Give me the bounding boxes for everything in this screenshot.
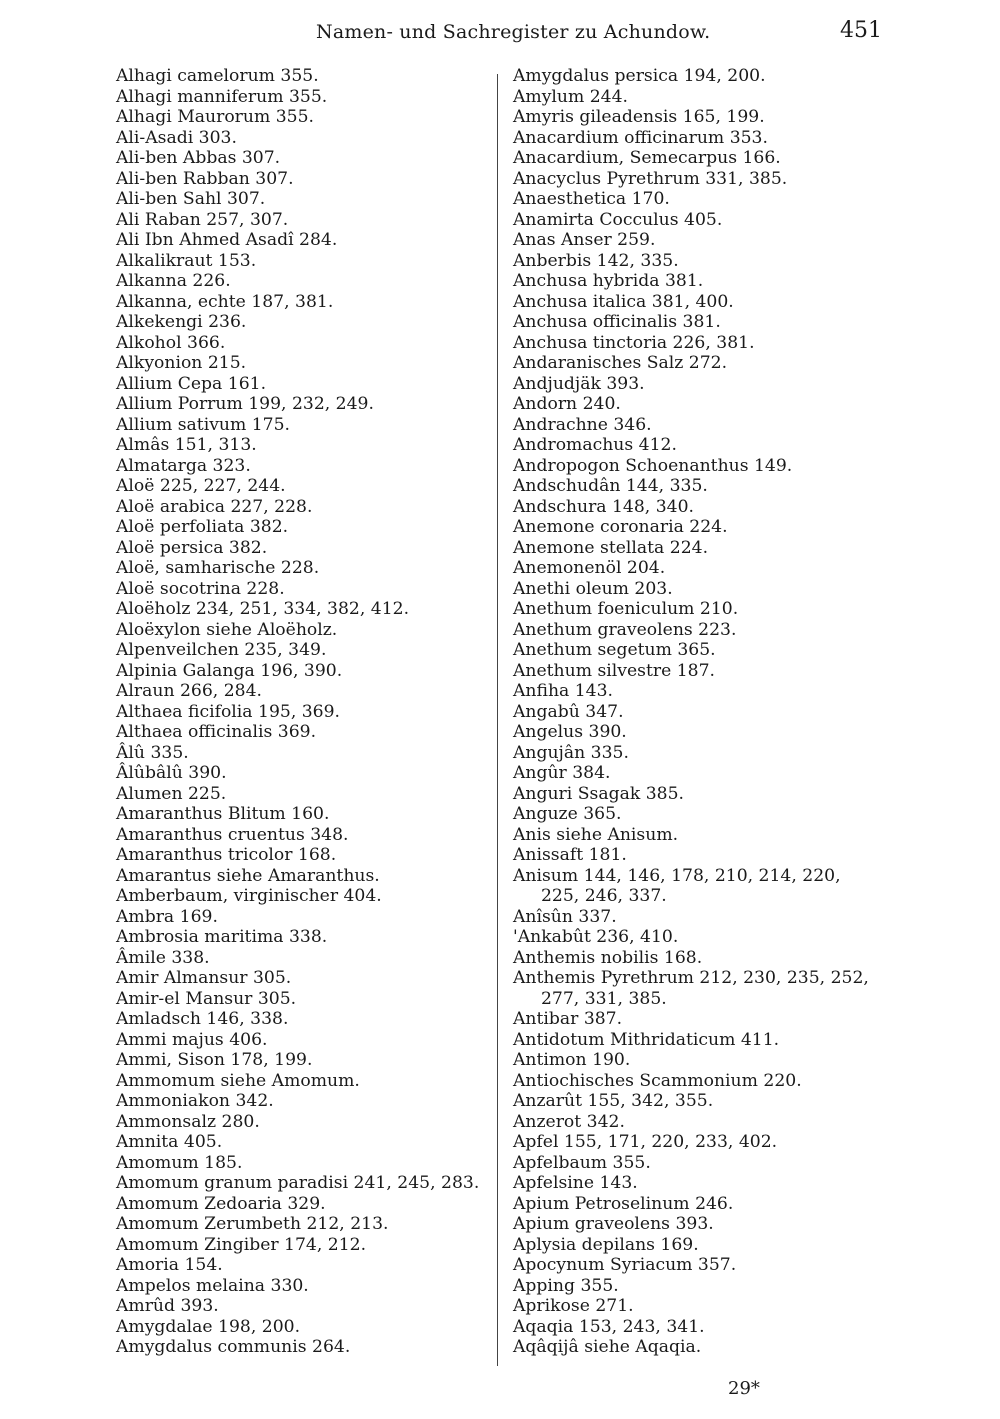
index-entry: Angabû 347. (513, 701, 624, 722)
index-entry: Anissaft 181. (513, 845, 627, 865)
index-entry: Alpenveilchen 235, 349. (116, 640, 327, 660)
index-entry: Apocynum Syriacum 357. (513, 1255, 737, 1275)
index-entry-line: Anisum 144, 146, 178, 210, 214, 220, (513, 865, 841, 886)
index-entry: Anguze 365. (513, 804, 622, 824)
index-entry: Althaea officinalis 369. (116, 722, 317, 742)
index-entry: Angujân 335. (513, 742, 629, 763)
index-entry: Anchusa tinctoria 226, 381. (513, 332, 755, 353)
running-header (116, 18, 882, 48)
index-entry: Amir Almansur 305. (116, 968, 292, 988)
index-entry: Âlûbâlû 390. (116, 763, 227, 783)
page-number: 451 (840, 18, 882, 43)
index-entry: Amaranthus tricolor 168. (116, 845, 337, 865)
index-entry: Apium Petroselinum 246. (513, 1193, 734, 1214)
index-entry: Amomum Zedoaria 329. (116, 1193, 326, 1214)
index-entry: Ali-ben Abbas 307. (116, 148, 281, 168)
index-entry (513, 866, 885, 907)
index-entry: Aplysia depilans 169. (513, 1234, 699, 1255)
index-entry: Anîsûn 337. (513, 906, 617, 927)
index-entry: 'Ankabût 236, 410. (513, 927, 679, 947)
signature-mark: 29* (728, 1378, 760, 1399)
index-entry: Aqaqia 153, 243, 341. (513, 1316, 705, 1337)
index-entry: Amladsch 146, 338. (116, 1009, 289, 1029)
index-entry: Alkyonion 215. (116, 353, 247, 373)
index-entry: Ali-ben Rabban 307. (116, 168, 294, 189)
index-entry: Apping 355. (513, 1275, 619, 1296)
index-entry: Aloë 225, 227, 244. (116, 476, 286, 496)
index-entry: Anethum foeniculum 210. (513, 599, 739, 619)
index-entry: Anthemis nobilis 168. (513, 947, 703, 968)
index-entry: Amnita 405. (116, 1132, 223, 1152)
index-entry: Andaranisches Salz 272. (513, 353, 728, 373)
index-entry: Anzarût 155, 342, 355. (513, 1091, 714, 1111)
index-entry: Aloë, samharische 228. (116, 558, 320, 578)
index-entry: Anamirta Cocculus 405. (513, 209, 723, 230)
index-column-right (513, 66, 885, 1358)
index-entry: Antidotum Mithridaticum 411. (513, 1029, 780, 1050)
index-entry: Andschura 148, 340. (513, 496, 694, 517)
index-entry: Andromachus 412. (513, 435, 677, 455)
index-entry: Amomum Zerumbeth 212, 213. (116, 1214, 389, 1234)
index-entry: Amyris gileadensis 165, 199. (513, 107, 765, 127)
index-entry: Anethum graveolens 223. (513, 619, 737, 640)
index-entry: Ambra 169. (116, 906, 218, 927)
index-entry: Andropogon Schoenanthus 149. (513, 455, 793, 476)
index-entry: Ammi majus 406. (116, 1029, 268, 1050)
index-entry: Anacyclus Pyrethrum 331, 385. (513, 168, 788, 189)
index-entry: Anguri Ssagak 385. (513, 783, 684, 804)
index-entry: Amomum granum paradisi 241, 245, 283. (116, 1173, 480, 1193)
index-entry: Anemone stellata 224. (513, 537, 709, 558)
index-entry: Amylum 244. (513, 86, 629, 107)
index-entry: Anberbis 142, 335. (513, 250, 679, 271)
index-entry: Angelus 390. (513, 722, 627, 742)
index-entry: Amaranthus cruentus 348. (116, 824, 349, 845)
index-entry: Almatarga 323. (116, 455, 251, 476)
index-entry-continuation: 225, 246, 337. (541, 886, 667, 906)
index-entry: Ammomum siehe Amomum. (116, 1070, 360, 1091)
index-entry: Apium graveolens 393. (513, 1214, 714, 1234)
index-entry-line: Anthemis Pyrethrum 212, 230, 235, 252, (513, 968, 869, 988)
index-entry: Andschudân 144, 335. (513, 476, 708, 496)
index-entry: Amberbaum, virginischer 404. (116, 886, 382, 906)
index-entry: Allium Cepa 161. (116, 373, 267, 394)
index-entry: Anemonenöl 204. (513, 558, 666, 578)
index-entry: Alkekengi 236. (116, 312, 247, 332)
index-entry: Ammi, Sison 178, 199. (116, 1050, 313, 1070)
index-entry: Âlû 335. (116, 742, 189, 763)
index-entry: Amygdalus persica 194, 200. (513, 66, 766, 86)
index-entry: Anchusa officinalis 381. (513, 312, 721, 332)
index-entry: Alraun 266, 284. (116, 681, 262, 701)
index-entry: Andjudjäk 393. (513, 373, 645, 394)
index-entry: Anis siehe Anisum. (513, 824, 679, 845)
index-entry: Antiochisches Scammonium 220. (513, 1070, 802, 1091)
index-entry: Allium sativum 175. (116, 414, 291, 435)
index-entry: Anaesthetica 170. (513, 189, 670, 209)
index-entry: Althaea ficifolia 195, 369. (116, 701, 341, 722)
index-entry: Ali-Asadi 303. (116, 127, 237, 148)
index-entry: Antimon 190. (513, 1050, 631, 1070)
index-entry: Amygdalae 198, 200. (116, 1316, 301, 1337)
index-entry: Aqâqijâ siehe Aqaqia. (513, 1337, 702, 1357)
index-entry: Amomum Zingiber 174, 212. (116, 1234, 367, 1255)
index-entry: Alumen 225. (116, 783, 227, 804)
index-entry: Amygdalus communis 264. (116, 1337, 351, 1357)
index-entry: Apfelbaum 355. (513, 1152, 651, 1173)
index-entry: Aloë perfoliata 382. (116, 517, 289, 537)
index-entry: Alhagi Maurorum 355. (116, 107, 314, 127)
index-entry: Anfiha 143. (513, 681, 613, 701)
index-entry: Alkalikraut 153. (116, 250, 257, 271)
index-entry: Aloë persica 382. (116, 537, 268, 558)
index-entry: Ali Ibn Ahmed Asadî 284. (116, 230, 338, 250)
index-entry: Apfel 155, 171, 220, 233, 402. (513, 1132, 778, 1152)
index-entry: Ali-ben Sahl 307. (116, 189, 266, 209)
index-entry: Ammonsalz 280. (116, 1111, 260, 1132)
index-entry: Aloëholz 234, 251, 334, 382, 412. (116, 599, 410, 619)
index-entry: Angûr 384. (513, 763, 611, 783)
index-entry: Apfelsine 143. (513, 1173, 638, 1193)
index-entry: Amomum 185. (116, 1152, 243, 1173)
column-divider (497, 74, 498, 1366)
index-entry: Alpinia Galanga 196, 390. (116, 660, 343, 681)
index-entry: Anas Anser 259. (513, 230, 656, 250)
index-entry: Andorn 240. (513, 394, 621, 414)
index-entry (513, 968, 885, 1009)
index-entry: Alkanna 226. (116, 271, 231, 291)
index-entry: Anchusa italica 381, 400. (513, 291, 734, 312)
index-entry: Alhagi camelorum 355. (116, 66, 319, 86)
index-entry: Anacardium officinarum 353. (513, 127, 768, 148)
index-entry: Ammoniakon 342. (116, 1091, 274, 1111)
index-entry: Anacardium, Semecarpus 166. (513, 148, 781, 168)
index-entry: Âmile 338. (116, 947, 210, 968)
index-column-left (116, 66, 488, 1358)
index-entry: Alhagi manniferum 355. (116, 86, 328, 107)
running-title: Namen- und Sachregister zu Achundow. (316, 21, 711, 43)
index-entry: Aprikose 271. (513, 1296, 634, 1316)
index-entry: Aloë arabica 227, 228. (116, 496, 313, 517)
index-entry: Alkohol 366. (116, 332, 226, 353)
index-entry-continuation: 277, 331, 385. (541, 988, 667, 1009)
index-entry: Ambrosia maritima 338. (116, 927, 328, 947)
index-entry: Ali Raban 257, 307. (116, 209, 289, 230)
index-entry: Andrachne 346. (513, 414, 652, 435)
index-entry: Aloë socotrina 228. (116, 578, 285, 599)
index-entry: Anethum segetum 365. (513, 640, 716, 660)
index-entry: Anethum silvestre 187. (513, 660, 716, 681)
index-entry: Aloëxylon siehe Aloëholz. (116, 619, 338, 640)
index-entry: Almâs 151, 313. (116, 435, 257, 455)
index-entry: Alkanna, echte 187, 381. (116, 291, 334, 312)
index-entry: Ampelos melaina 330. (116, 1275, 309, 1296)
index-entry: Amir-el Mansur 305. (116, 988, 297, 1009)
index-entry: Anzerot 342. (513, 1111, 625, 1132)
index-entry: Amarantus siehe Amaranthus. (116, 865, 380, 886)
index-entry: Amoria 154. (116, 1255, 223, 1275)
index-entry: Antibar 387. (513, 1009, 623, 1029)
index-entry: Amaranthus Blitum 160. (116, 804, 330, 824)
index-entry: Anchusa hybrida 381. (513, 271, 704, 291)
index-entry: Allium Porrum 199, 232, 249. (116, 394, 374, 414)
index-entry: Amrûd 393. (116, 1296, 219, 1316)
index-entry: Anemone coronaria 224. (513, 517, 728, 537)
index-entry: Anethi oleum 203. (513, 578, 673, 599)
